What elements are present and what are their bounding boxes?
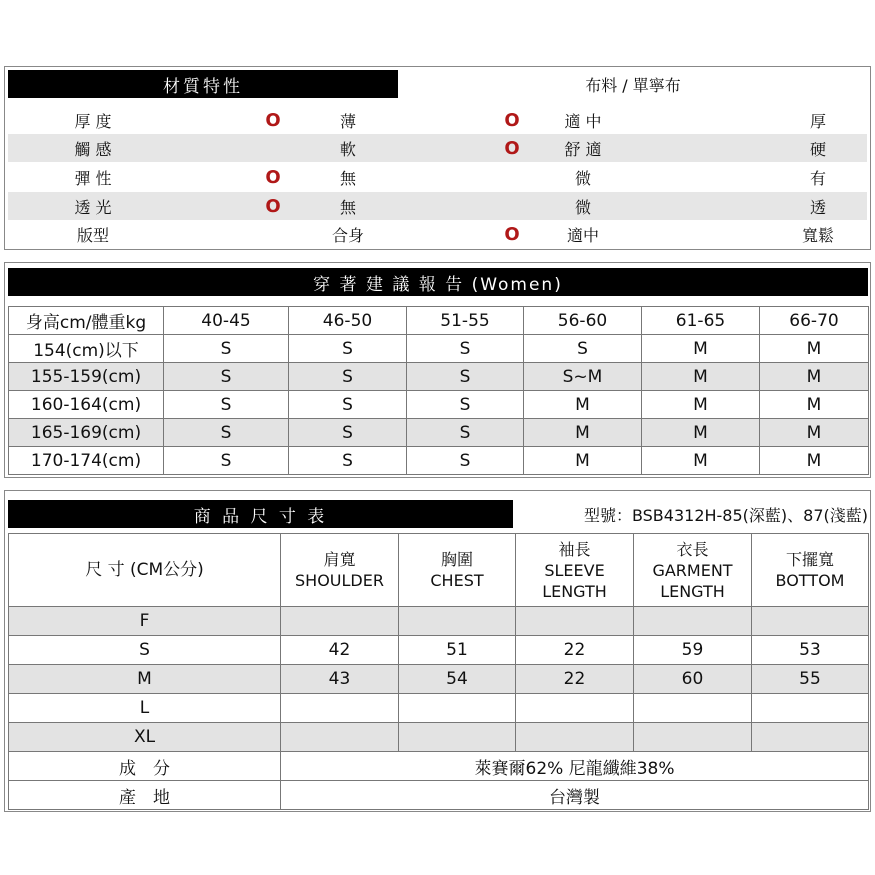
header-line: CHEST xyxy=(430,571,484,590)
size-cell: M xyxy=(760,363,869,391)
size-cell: M xyxy=(760,419,869,447)
measurement-cell xyxy=(752,694,869,723)
size-header-cell xyxy=(752,534,869,607)
wear-header-row xyxy=(9,307,869,335)
selected-mark: O xyxy=(265,195,281,217)
material-opt2: 微 xyxy=(574,197,591,217)
table-row xyxy=(9,694,869,723)
origin-row-value: 台灣製 xyxy=(281,781,869,810)
header-line: 肩寬 xyxy=(323,550,356,569)
size-cell: S xyxy=(407,391,524,419)
measurement-cell xyxy=(399,694,516,723)
header-line: LENGTH xyxy=(660,581,725,601)
wear-header-cell: 身高cm/體重kg xyxy=(9,307,164,335)
header-line: GARMENT xyxy=(652,560,733,580)
height-cell: 165-169(cm) xyxy=(9,419,164,447)
size-header-cell xyxy=(399,534,516,607)
size-cell: S xyxy=(289,447,407,475)
measurement-cell xyxy=(516,607,634,636)
fabric-label: 布料 / 單寧布 xyxy=(585,75,681,95)
material-opt3: 寬鬆 xyxy=(801,225,834,245)
size-label-cell: F xyxy=(9,607,281,636)
material-label: 厚 度 xyxy=(74,111,112,131)
wear-header-cell: 51-55 xyxy=(407,307,524,335)
size-table xyxy=(8,533,869,810)
table-row xyxy=(9,335,869,363)
measurement-cell: 22 xyxy=(516,636,634,665)
header-line: 下擺寬 xyxy=(785,550,834,569)
selected-mark xyxy=(253,134,293,162)
header-line: LENGTH xyxy=(542,581,607,601)
wear-title: 穿 著 建 議 報 告 (Women) xyxy=(8,268,868,296)
wear-header-cell: 61-65 xyxy=(642,307,760,335)
material-opt3: 透 xyxy=(809,197,826,217)
material-row xyxy=(8,220,867,248)
height-cell: 160-164(cm) xyxy=(9,391,164,419)
size-cell: M xyxy=(760,447,869,475)
material-opt3: 有 xyxy=(809,168,826,188)
size-cell: S xyxy=(289,363,407,391)
measurement-cell xyxy=(281,694,399,723)
measurement-cell: 60 xyxy=(634,665,752,694)
table-row xyxy=(9,447,869,475)
header-line: SHOULDER xyxy=(295,571,384,590)
selected-mark: O xyxy=(265,166,281,188)
measurement-cell: 59 xyxy=(634,636,752,665)
size-cell: S xyxy=(164,363,289,391)
material-label: 透 光 xyxy=(74,197,112,217)
size-header-cell xyxy=(281,534,399,607)
selected-mark xyxy=(492,192,532,220)
header-line: BOTTOM xyxy=(775,571,845,590)
size-cell: M xyxy=(642,391,760,419)
size-header-row xyxy=(9,534,869,607)
measurement-cell: 53 xyxy=(752,636,869,665)
composition-row-value: 萊賽爾62% 尼龍纖維38% xyxy=(281,752,869,781)
material-opt1: 薄 xyxy=(339,111,356,131)
selected-mark: O xyxy=(504,137,520,159)
measurement-cell xyxy=(752,723,869,752)
material-row xyxy=(8,134,867,162)
material-opt1: 無 xyxy=(339,168,356,188)
measurement-cell xyxy=(634,607,752,636)
table-row xyxy=(9,419,869,447)
material-opt2: 適 中 xyxy=(564,111,602,131)
size-header-cell xyxy=(9,534,281,607)
material-opt1: 軟 xyxy=(339,139,356,159)
header-line: 胸圍 xyxy=(440,550,473,569)
size-title: 商 品 尺 寸 表 xyxy=(8,500,513,528)
table-row xyxy=(9,636,869,665)
height-cell: 155-159(cm) xyxy=(9,363,164,391)
measurement-cell: 55 xyxy=(752,665,869,694)
header-line: 衣長 xyxy=(676,539,709,559)
material-opt2: 微 xyxy=(574,168,591,188)
material-opt2: 適中 xyxy=(566,225,599,245)
measurement-cell xyxy=(634,723,752,752)
header-line: 尺 寸 (CM公分) xyxy=(85,559,204,580)
material-row xyxy=(8,163,867,191)
table-row xyxy=(9,391,869,419)
table-row xyxy=(9,665,869,694)
size-cell: M xyxy=(760,391,869,419)
material-opt1: 合身 xyxy=(331,225,364,245)
height-cell: 170-174(cm) xyxy=(9,447,164,475)
table-row xyxy=(9,723,869,752)
size-cell: S xyxy=(289,419,407,447)
origin-row-label: 產 地 xyxy=(9,781,281,810)
measurement-cell xyxy=(752,607,869,636)
composition-row-label: 成 分 xyxy=(9,752,281,781)
material-row xyxy=(8,192,867,220)
material-opt3: 厚 xyxy=(809,111,826,131)
size-cell: S xyxy=(164,419,289,447)
material-title: 材質特性 xyxy=(8,70,398,98)
size-cell: S xyxy=(289,335,407,363)
size-cell: S xyxy=(164,335,289,363)
wear-header-cell: 40-45 xyxy=(164,307,289,335)
measurement-cell xyxy=(399,607,516,636)
measurement-cell xyxy=(516,694,634,723)
material-opt2: 舒 適 xyxy=(564,139,602,159)
origin-row xyxy=(9,781,869,810)
measurement-cell xyxy=(281,607,399,636)
measurement-cell: 54 xyxy=(399,665,516,694)
measurement-cell xyxy=(281,723,399,752)
material-opt1: 無 xyxy=(339,197,356,217)
size-header-cell xyxy=(516,534,634,607)
size-cell: S~M xyxy=(524,363,642,391)
size-cell: S xyxy=(407,419,524,447)
size-label-cell: XL xyxy=(9,723,281,752)
header-line: 袖長 xyxy=(558,539,591,559)
size-cell: S xyxy=(524,335,642,363)
wear-header-cell: 46-50 xyxy=(289,307,407,335)
measurement-cell: 22 xyxy=(516,665,634,694)
size-cell: M xyxy=(760,335,869,363)
material-label: 觸 感 xyxy=(74,139,112,159)
size-cell: M xyxy=(642,363,760,391)
size-cell: M xyxy=(642,419,760,447)
height-cell: 154(cm)以下 xyxy=(9,335,164,363)
size-cell: M xyxy=(642,447,760,475)
measurement-cell xyxy=(516,723,634,752)
selected-mark: O xyxy=(504,109,520,131)
size-cell: S xyxy=(407,335,524,363)
size-cell: M xyxy=(524,447,642,475)
composition-row xyxy=(9,752,869,781)
size-label-cell: L xyxy=(9,694,281,723)
wear-header-cell: 56-60 xyxy=(524,307,642,335)
size-cell: S xyxy=(289,391,407,419)
size-cell: M xyxy=(524,419,642,447)
header-line: SLEEVE xyxy=(544,560,605,580)
measurement-cell: 43 xyxy=(281,665,399,694)
material-opt3: 硬 xyxy=(809,139,826,159)
measurement-cell: 51 xyxy=(399,636,516,665)
size-cell: S xyxy=(407,363,524,391)
table-row xyxy=(9,363,869,391)
selected-mark: O xyxy=(265,109,281,131)
selected-mark xyxy=(492,163,532,191)
model-number: 型號：BSB4312H-85(深藍)、87(淺藍) xyxy=(583,505,868,525)
wear-header-cell: 66-70 xyxy=(760,307,869,335)
material-row xyxy=(8,106,867,134)
size-cell: M xyxy=(524,391,642,419)
size-label-cell: S xyxy=(9,636,281,665)
selected-mark: O xyxy=(504,223,520,245)
measurement-cell xyxy=(399,723,516,752)
material-label: 版型 xyxy=(76,225,109,245)
measurement-cell: 42 xyxy=(281,636,399,665)
wear-table xyxy=(8,306,869,475)
size-header-cell xyxy=(634,534,752,607)
size-cell: S xyxy=(164,447,289,475)
measurement-cell xyxy=(634,694,752,723)
size-label-cell: M xyxy=(9,665,281,694)
size-cell: S xyxy=(164,391,289,419)
size-cell: S xyxy=(407,447,524,475)
selected-mark xyxy=(253,220,293,248)
material-label: 彈 性 xyxy=(74,168,112,188)
size-cell: M xyxy=(642,335,760,363)
table-row xyxy=(9,607,869,636)
